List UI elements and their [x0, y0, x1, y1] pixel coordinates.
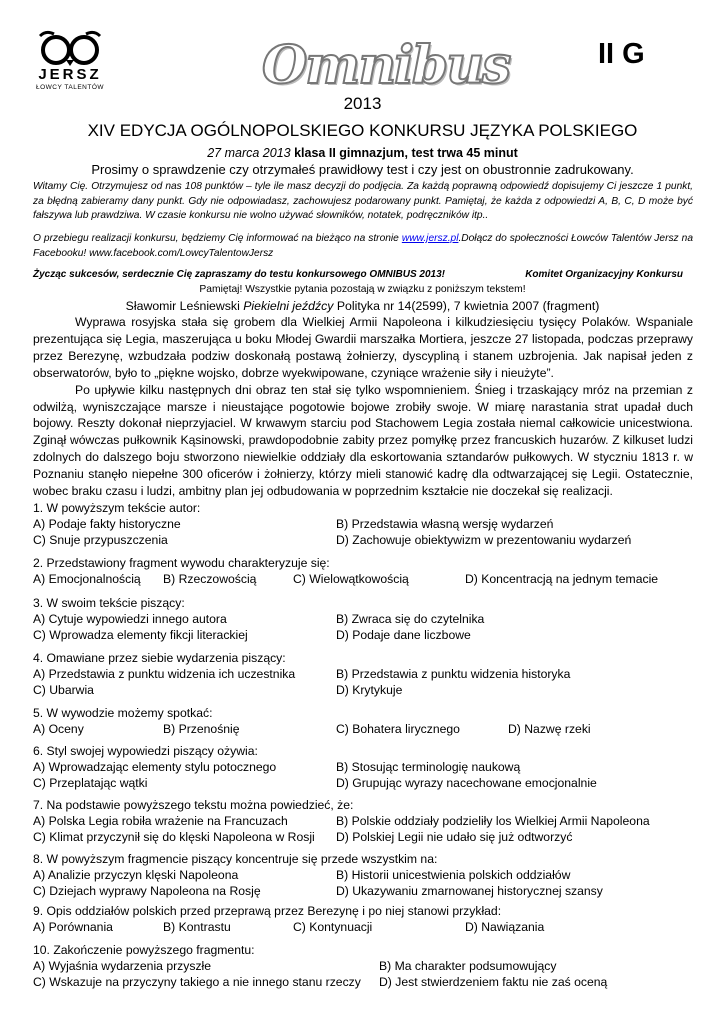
answer-option[interactable]: A) Emocjonalnością [33, 572, 141, 586]
info-text-after: .Dołącz do społeczności Łowców Talentów Jersz na Facebooku! www.facebook.com/LowcyTalentowJersz [33, 233, 693, 259]
omnibus-logo [262, 35, 510, 96]
question-stem: 1. W powyższym tekście autor: [33, 501, 201, 515]
answer-option[interactable]: D) Polskiej Legii nie udało się już odtworzyć [336, 830, 573, 844]
answer-option[interactable]: D) Nawiązania [465, 920, 545, 934]
answer-option[interactable]: B) Przenośnię [163, 722, 240, 736]
answer-option[interactable]: A) Cytuje wypowiedzi innego autora [33, 612, 227, 626]
page-title: XIV EDYCJA OGÓLNOPOLSKIEGO KONKURSU JĘZYKA POLSKIEGO [87, 121, 638, 140]
wishes-text: Życząc sukcesów, serdecznie Cię zapraszamy do testu konkursowego OMNIBUS 2013! [33, 269, 445, 280]
question-stem: 2. Przedstawiony fragment wywodu charakteryzuje się: [33, 556, 330, 570]
answer-option[interactable]: B) Stosując terminologię naukową [336, 760, 521, 774]
owl-eyes-icon [36, 30, 104, 66]
answer-option[interactable]: D) Zachowuje obiektywizm w prezentowaniu wydarzeń [336, 533, 632, 547]
source-work-title: Piekielni jeźdźcy [243, 299, 334, 313]
question-3 [33, 595, 693, 642]
answer-option[interactable]: C) Wielowątkowością [293, 572, 409, 586]
check-note: Prosimy o sprawdzenie czy otrzymałeś prawidłowy test i czy jest on obustronnie zadrukowany. [91, 162, 634, 177]
question-4 [33, 650, 693, 697]
class-label: II G [598, 38, 645, 70]
answer-option[interactable]: B) Polskie oddziały podzieliły los Wielkiej Armii Napoleona [336, 814, 650, 828]
answer-option[interactable]: D) Podaje dane liczbowe [336, 628, 471, 642]
answer-option[interactable]: B) Rzeczowością [163, 572, 257, 586]
answer-option[interactable]: B) Ma charakter podsumowujący [379, 959, 557, 973]
instructions-info [33, 232, 693, 261]
answer-option[interactable]: A) Podaje fakty historyczne [33, 517, 181, 531]
answer-option[interactable]: A) Oceny [33, 722, 84, 736]
question-8 [33, 851, 693, 898]
question-6 [33, 743, 693, 790]
answer-option[interactable]: A) Przedstawia z punktu widzenia ich uczestnika [33, 667, 296, 681]
answer-option[interactable]: C) Bohatera lirycznego [336, 722, 460, 736]
question-5 [33, 705, 693, 736]
question-1 [33, 500, 693, 547]
question-stem: 3. W swoim tekście piszący: [33, 596, 185, 610]
answer-option[interactable]: C) Wskazuje na przyczyny takiego a nie innego stanu rzeczy [33, 975, 361, 989]
answer-option[interactable]: A) Analizie przyczyn klęski Napoleona [33, 868, 239, 882]
answer-option[interactable]: C) Kontynuacji [293, 920, 373, 934]
question-2 [33, 555, 693, 586]
omnibus-wordmark: Omnibus [262, 35, 510, 96]
question-10 [33, 942, 693, 989]
answer-option[interactable]: C) Wprowadza elementy fikcji literackiej [33, 628, 248, 642]
question-stem: 9. Opis oddziałów polskich przed przeprawą przez Berezynę i po niej stanowi przykład: [33, 904, 502, 918]
answer-option[interactable]: A) Porównania [33, 920, 113, 934]
info-text-before: O przebiegu realizacji konkursu, będziemy Cię informować na bieżąco na stronie [33, 233, 402, 244]
question-stem: 10. Zakończenie powyższego fragmentu: [33, 943, 255, 957]
question-stem: 5. W wywodzie możemy spotkać: [33, 706, 213, 720]
answer-option[interactable]: B) Historii unicestwienia polskich oddziałów [336, 868, 571, 882]
answer-option[interactable]: D) Ukazywaniu zmarnowanej historycznej szansy [336, 884, 603, 898]
answer-option[interactable]: A) Polska Legia robiła wrażenie na Francuzach [33, 814, 288, 828]
reading-text [33, 314, 693, 500]
logo-tagline: ŁOWCY TALENTÓW [35, 84, 105, 91]
answer-option[interactable]: B) Kontrastu [163, 920, 231, 934]
answer-option[interactable]: D) Krytykuje [336, 683, 403, 697]
answer-option[interactable]: C) Snuje przypuszczenia [33, 533, 168, 547]
answer-option[interactable]: B) Przedstawia własną wersję wydarzeń [336, 517, 554, 531]
answer-option[interactable]: D) Koncentracją na jednym temacie [465, 572, 659, 586]
class-info: klasa II gimnazjum, test trwa 45 minut [294, 146, 518, 160]
answer-option[interactable]: C) Dziejach wyprawy Napoleona na Rosję [33, 884, 261, 898]
text-source [0, 299, 725, 313]
question-stem: 4. Omawiane przez siebie wydarzenia piszący: [33, 651, 286, 665]
logo-brand: JERSZ [38, 66, 102, 83]
answer-option[interactable]: A) Wyjaśnia wydarzenia przyszłe [33, 959, 212, 973]
answer-option[interactable]: D) Jest stwierdzeniem faktu nie zaś oceną [379, 975, 608, 989]
answer-option[interactable]: D) Nazwę rzeki [508, 722, 591, 736]
year: 2013 [343, 94, 382, 113]
answer-option[interactable]: C) Ubarwia [33, 683, 94, 697]
test-date: 27 marca 2013 [207, 146, 291, 160]
question-stem: 8. W powyższym fragmencie piszący koncentruje się przede wszystkim na: [33, 852, 438, 866]
text-paragraph: Po upływie kilku następnych dni obraz ten stał się tylko wspomnieniem. Śnieg i trzaskający mróz na przemian z odwilżą, wyniszczające marsze i nieustające pogotowie bojowe zrobiły swoje. W miarę narastania strat upadał duch bojowy. Reszty dokonał nieprzyjaciel. W krwawym starciu pod Stachowem Legia została niemal całkowicie unicestwiona. Zginął wówczas pułkownik Kąsinowski, prawdopodobnie zabity przez pomyłkę przez francuskich huzarów. Z kilkuset ludzi zdolnych do dalszego boju stworzono niewielkie oddziały dla eskortowania sztandarów pułkowych. W styczniu 1813 r. w Poznaniu stanęło niepełne 300 oficerów i żołnierzy, którzy mieli stanowić kadrę dla odtwarzającej się Legii. Ostatecznie, wobec braku czasu i ludzi, ambitny plan jej odbudowania w poprzednim kształcie nie doczekał się realizacji. [33, 382, 693, 499]
answer-option[interactable]: B) Zwraca się do czytelnika [336, 612, 485, 626]
committee-signature: Komitet Organizacyjny Konkursu [525, 269, 683, 280]
source-author: Sławomir Leśniewski [125, 299, 240, 313]
answer-option[interactable]: C) Przeplatając wątki [33, 776, 148, 790]
question-stem: 6. Styl swojej wypowiedzi piszący ożywia: [33, 744, 258, 758]
answer-option[interactable]: B) Przedstawia z punktu widzenia historyka [336, 667, 571, 681]
website-link[interactable]: www.jersz.pl [401, 233, 459, 244]
source-publication: Polityka nr 14(2599), 7 kwietnia 2007 (fragment) [336, 299, 600, 313]
answer-option[interactable]: A) Wprowadzając elementy stylu potocznego [33, 760, 277, 774]
question-7 [33, 797, 693, 844]
wishes [33, 269, 693, 280]
question-stem: 7. Na podstawie powyższego tekstu można powiedzieć, że: [33, 798, 354, 812]
answer-option[interactable]: D) Grupując wyrazy nacechowane emocjonalnie [336, 776, 597, 790]
text-paragraph: Wyprawa rosyjska stała się grobem dla Wielkiej Armii Napoleona i kilkudziesięciu tysięcy Polaków. Wspaniale prezentująca się Legia, maszerująca u boku Młodej Gwardii marszałka Mortiera, jeszcze 27 listopada, podczas przeprawy przez Berezynę, wzbudzała podziw doskonałą postawą żołnierzy, dyscypliną i stanem uzbrojenia. Jak napisał jeden z obserwatorów, było to „piękne wojsko, dobrze wyekwipowane, czyniące wrażenie siły i nieużyte”. [33, 315, 693, 380]
remember-note: Pamiętaj! Wszystkie pytania pozostają w związku z poniższym tekstem! [199, 284, 526, 295]
question-9 [33, 903, 693, 934]
answer-option[interactable]: C) Klimat przyczynił się do klęski Napoleona w Rosji [33, 830, 315, 844]
test-subtitle [0, 146, 725, 160]
instructions-intro: Witamy Cię. Otrzymujesz od nas 108 punktów – tyle ile masz decyzji do podjęcia. Za każdą poprawną odpowiedź dopisujemy Ci jeszcze 1 punkt, za błędną zabieramy dany punkt. Gdy nie odpowiadasz, zachowujesz podarowany punkt. Pamiętaj, że każda z odpowiedzi A, B, C, D może być fałszywa lub prawdziwa. W czasie konkursu nie wolno używać słowników, notatek, podręczników itp.. [33, 181, 693, 221]
